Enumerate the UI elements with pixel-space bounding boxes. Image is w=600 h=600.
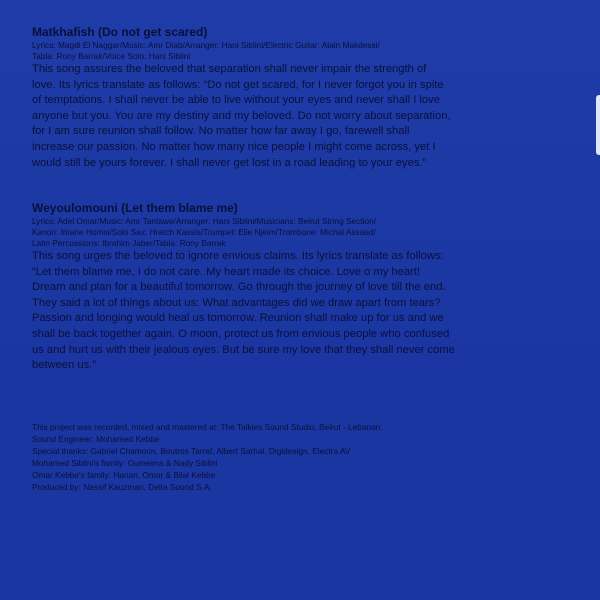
song-description [32, 62, 560, 171]
description-line: of temptations. I shall never be able to live without your eyes and never shall I love [32, 94, 440, 107]
page-edge-highlight [596, 95, 600, 155]
description-line: us and hurt us with their jealous eyes. But be sure my love that they shall never come [32, 343, 455, 356]
footer-line: Special thanks: Gabriel Chamoun, Boutros Tarraf, Albert Sarhal, Digidesign, Electra AV [32, 446, 351, 456]
song-section-weyoulomouni [32, 201, 560, 374]
description-line: between us.” [32, 359, 97, 372]
description-line: love. Its lyrics translate as follows: “Do not get scared, for I never forgot you in spite [32, 78, 444, 91]
footer-line: Omar Kebbe's family: Hanan, Omar & Bilal Kebbe [32, 470, 216, 480]
description-line: Dream and plan for a beautiful tomorrow. Go through the journey of love till the end. [32, 281, 446, 294]
footer-line: Mohamed Siblini's family: Oumeima & Nady Siblini [32, 458, 218, 468]
description-line: This song assures the beloved that separation shall never impair the strength of [32, 63, 427, 75]
credits-line: Kanon: Imane Homsi/Solo Sax: Hratch Kassis/Trumpet: Elie Njeim/Trombone: Michal Assaad/ [32, 227, 376, 237]
song-title: Matkhafish (Do not get scared) [32, 25, 208, 39]
description-line: “Let them blame me, I do not care. My heart made its choice. Love o my heart! [32, 265, 421, 278]
song-description [32, 249, 560, 374]
song-credits [32, 216, 560, 249]
song-title: Weyoulomouni (Let them blame me) [32, 201, 238, 215]
footer-line: Sound Engineer: Mohamed Kebbe [32, 434, 160, 444]
credits-line: Lyrics: Adel Omar/Music: Amr Tantawe/Arranger: Hani Siblini/Musicians: Beirut String Section/ [32, 216, 376, 226]
description-line: anyone but you. You are my destiny and my beloved. Do not worry about separation, [32, 109, 451, 122]
credits-line: Tabla: Rony Barrak/Voice Solo: Hani Siblini [32, 51, 191, 61]
description-line: increase our passion. No matter how many nice people I might come across, yet I [32, 140, 436, 153]
footer-line: This project was recorded, mixed and mastered at: The Talkies Sound Studio, Beirut - Lebanon. [32, 422, 383, 432]
description-line: shall be back together again. O moon, protect us from envious people who confused [32, 327, 450, 340]
credits-line: Lyrics: Magdi El Naggar/Music: Amr Diab/Arranger: Hani Siblini/Electric Guitar: Alain Makdessi/ [32, 40, 380, 50]
description-line: They said a lot of things about us: What advantages did we draw apart from tears? [32, 296, 441, 309]
song-section-matkhafish [32, 25, 560, 171]
credits-line: Latin Percussions: Ibrahim Jaber/Tabla: Rony Barrak [32, 238, 226, 248]
footer-line: Produced by: Nassif Kauzman, Delta Sound S.A. [32, 482, 212, 492]
description-line: for I am sure reunion shall follow. No matter how far away I go, farewell shall [32, 125, 410, 138]
song-credits [32, 40, 560, 62]
description-line: Passion and longing would heal us tomorrow. Reunion shall make up for us and we [32, 312, 444, 325]
description-line: would still be yours forever. I shall never get lost in a road leading to your eyes.” [32, 156, 427, 169]
description-line: This song urges the beloved to ignore envious claims. Its lyrics translate as follows: [32, 250, 444, 262]
production-credits [32, 421, 560, 493]
